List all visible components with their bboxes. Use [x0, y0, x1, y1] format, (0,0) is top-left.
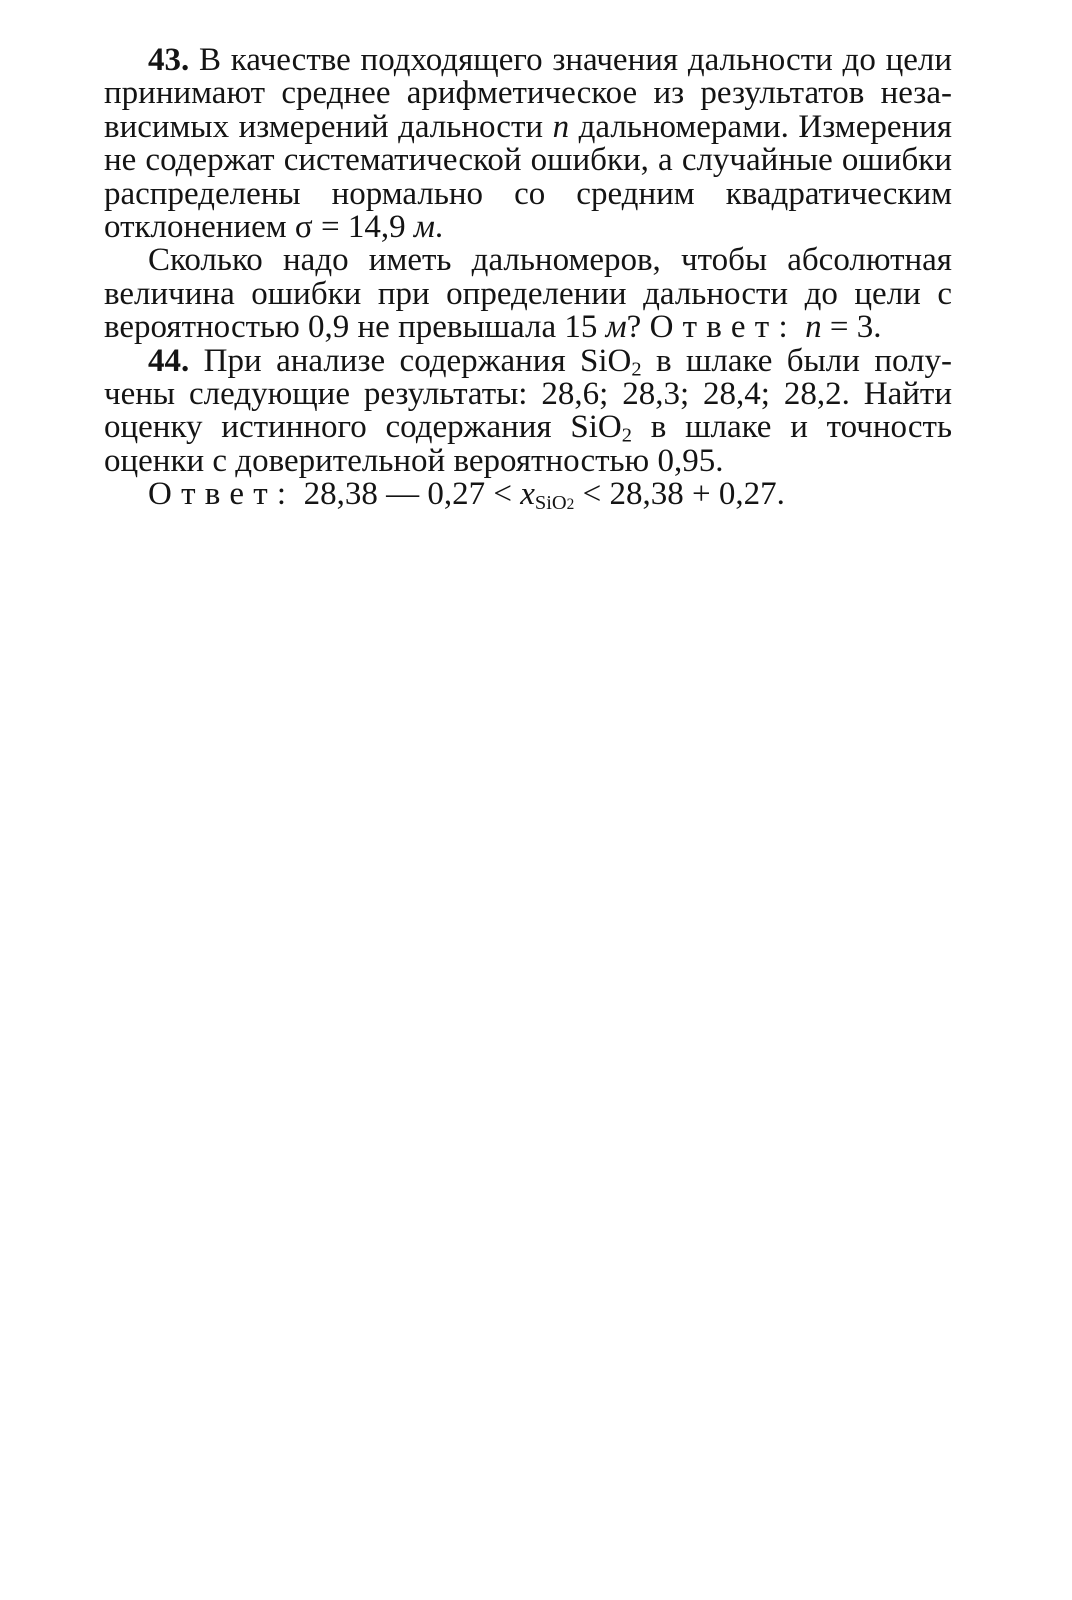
- unit-meters: м: [605, 309, 627, 346]
- answer-43-value: = 3.: [821, 309, 882, 346]
- subscript: 2: [631, 358, 642, 381]
- variable-n: n: [805, 309, 822, 346]
- problem-43-question: Сколько надо иметь дальномеров, чтобы абсолютная величина ошибки при определении дальности до цели с вероятностью 0,9 не превышала 15 м? Ответ: n = 3.: [104, 242, 952, 346]
- sigma-symbol: σ: [294, 209, 313, 246]
- variable-n: n: [552, 108, 570, 145]
- problem-44-answer: Ответ: 28,38 — $0,27 < x_{SiO2} < 28,38 + 0,27$.: [148, 476, 785, 514]
- page-content: [104, 44, 952, 512]
- unit-meters: м: [413, 209, 435, 246]
- answer-label: Ответ:: [649, 309, 797, 346]
- problem-44-statement: 44. При анализе содержания SiO$_2$ в шлаке были получены следующие результаты: 28,6; 28,3; 28,4; 28,2. Найти оценку истинного содержания SiO$_2$ в шлаке и точность оценки с доверительной вероятностью 0,95.: [104, 342, 953, 479]
- answer-label: Ответ:: [148, 476, 296, 513]
- problem-44-number: 44.: [148, 342, 190, 379]
- subscript-sio2: SiO2: [534, 491, 575, 514]
- subscript: 2: [621, 424, 632, 447]
- problem-43-statement: 43. В качестве подходящего значения дальности до цели принимают среднее арифметическое из результатов независимых измерений дальности n дальномерами. Измерения не содержат систематической ошибки, а случайные ошибки распределены нормально со средним квадратическим отклонением σ = 14,9 м.: [104, 42, 953, 246]
- variable-x: x: [520, 476, 535, 513]
- problem-43-number: 43.: [148, 42, 190, 78]
